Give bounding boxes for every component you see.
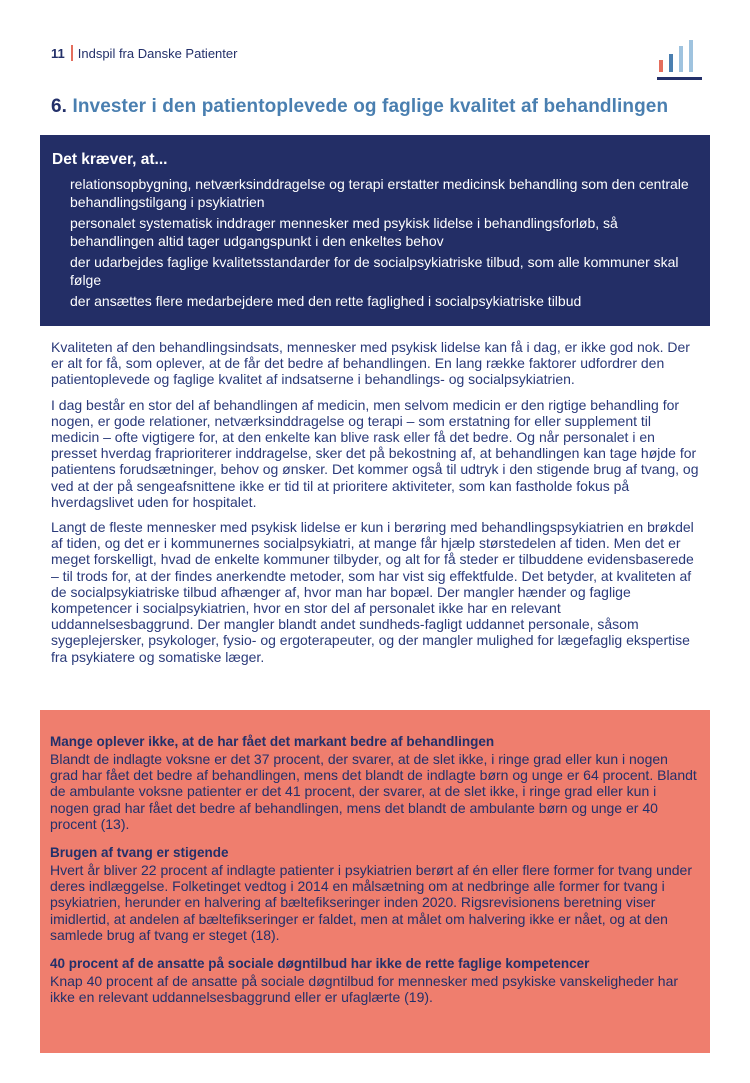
header-section-title: Indspil fra Danske Patienter [77,45,238,61]
body-paragraph: Kvaliteten af den behandlingsindsats, mennesker med psykisk lidelse kan få i dag, er ikke god nok. Der er alt for få, som oplever, at de får det bedre af behandlingen. En lang række faktorer udfordrer den patientoplevede og faglige kvalitet af indsatserne i behandlings- og socialpsykiatrien. [51,339,690,388]
requirement-item: personalet systematisk inddrager mennesker med psykisk lidelse i behandlingsforløb, så behandlingen altid tager udgangspunkt i den enkeltes behov [70,215,618,249]
requirements-list [52,175,698,310]
section-title-text: Invester i den patientoplevede og faglige kvalitet af behandlingen [72,96,669,117]
page-header [51,44,237,62]
fact-block [50,845,698,943]
requirement-item: der udarbejdes faglige kvalitetsstandarder for de socialpsykiatriske tilbud, som alle kommuner skal følge [70,254,679,288]
section-number: 6. [51,96,68,117]
fact-text: Knap 40 procent af de ansatte på sociale døgntilbud for mennesker med psykiske vanskeligheder har ikke en relevant uddannelsesbaggrund eller er ufaglærte (19). [50,973,679,1006]
body-paragraph: Langt de fleste mennesker med psykisk lidelse er kun i berøring med behandlingspsykiatrien en brøkdel af tiden, og det er i kommunernes socialpsykiatri, at mange får hjælp størstedelen af tiden. Men det er meget forskelligt, hvad de enkelte kommuner tilbyder, og alt for få steder er tilbuddene evidensbaserede – til trods for, at der findes anerkendte metoder, som har vist sig effektfulde. Det betyder, at kvaliteten af de socialpsykiatriske tilbud afhænger af, hvor man har bopæl. Der mangler hænder og faglige kompetencer i socialpsykiatrien, hvor en stor del af personalet ikke har en relevant uddannelsesbaggrund. Der mangler blandt andet sundheds-fagligt uddannet personale, såsom sygeplejersker, psykologer, fysio- og ergoterapeuter, og der mangler mulighed for lægefaglig ekspertise fra psykiatere og somatiske læger. [51,519,694,665]
requirements-box [40,135,710,326]
fact-heading: Brugen af tvang er stigende [50,845,229,861]
header-separator [71,45,73,61]
requirements-heading: Det kræver, at... [52,151,168,168]
fact-block [50,956,698,1005]
requirement-item: relationsopbygning, netværksinddragelse og terapi erstatter medicinsk behandling som den centrale behandlingstilgang i psykiatrien [70,176,689,210]
bar-chart-logo-icon [657,40,702,82]
body-text [51,339,703,674]
fact-heading: 40 procent af de ansatte på sociale døgntilbud har ikke de rette faglige kompetencer [50,956,590,972]
requirement-item: der ansættes flere medarbejdere med den rette faglighed i socialpsykiatriske tilbud [70,293,582,309]
section-title [51,96,668,118]
page-number: 11 [51,45,65,61]
fact-heading: Mange oplever ikke, at de har fået det markant bedre af behandlingen [50,734,495,749]
fact-block [50,734,698,832]
fact-text: Blandt de indlagte voksne er det 37 procent, der svarer, at de slet ikke, i ringe grad eller kun i nogen grad har fået det bedre af behandlingen, mens det blandt de indlagte børn og unge er 64 procent. Blandt de ambulante voksne patienter er det 41 procent, der svarer, at de slet ikke, i ringe grad eller kun i nogen grad har fået det bedre af behandlingen, mens det blandt de ambulante børn og unge er 40 procent (13). [50,751,697,832]
body-paragraph: I dag består en stor del af behandlingen af medicin, men selvom medicin er den rigtige behandling for nogen, er gode relationer, netværksinddragelse og terapi – som erstatning for eller supplement til medicin – ofte vigtigere for, at den enkelte kan blive rask eller få det bedre. Og når personalet i en presset hverdag fraprioriterer inddragelse, sker det på bekostning af, at behandlingen kan tage højde for patientens forudsætninger, behov og ønsker. Det kommer også til udtryk i den stigende brug af tvang, og ved at der på sengeafsnittene ikke er tid til at prioritere aktiviteter, som kan fastholde fokus på hverdagslivet uden for hospitalet. [51,396,699,510]
fact-text: Hvert år bliver 22 procent af indlagte patienter i psykiatrien berørt af én eller flere former for tvang under deres indlæggelse. Folketinget vedtog i 2014 en målsætning om at nedbringe alle former for tvang i psykiatrien, herunder en halvering af bæltefikseringer inden 2020. Rigsrevisionens beretning viser imidlertid, at andelen af bæltefikseringer er faldet, men at målet om halvering ikke er nået, og at den samlede brug af tvang er steget (18). [50,862,692,943]
facts-box [40,710,710,1053]
